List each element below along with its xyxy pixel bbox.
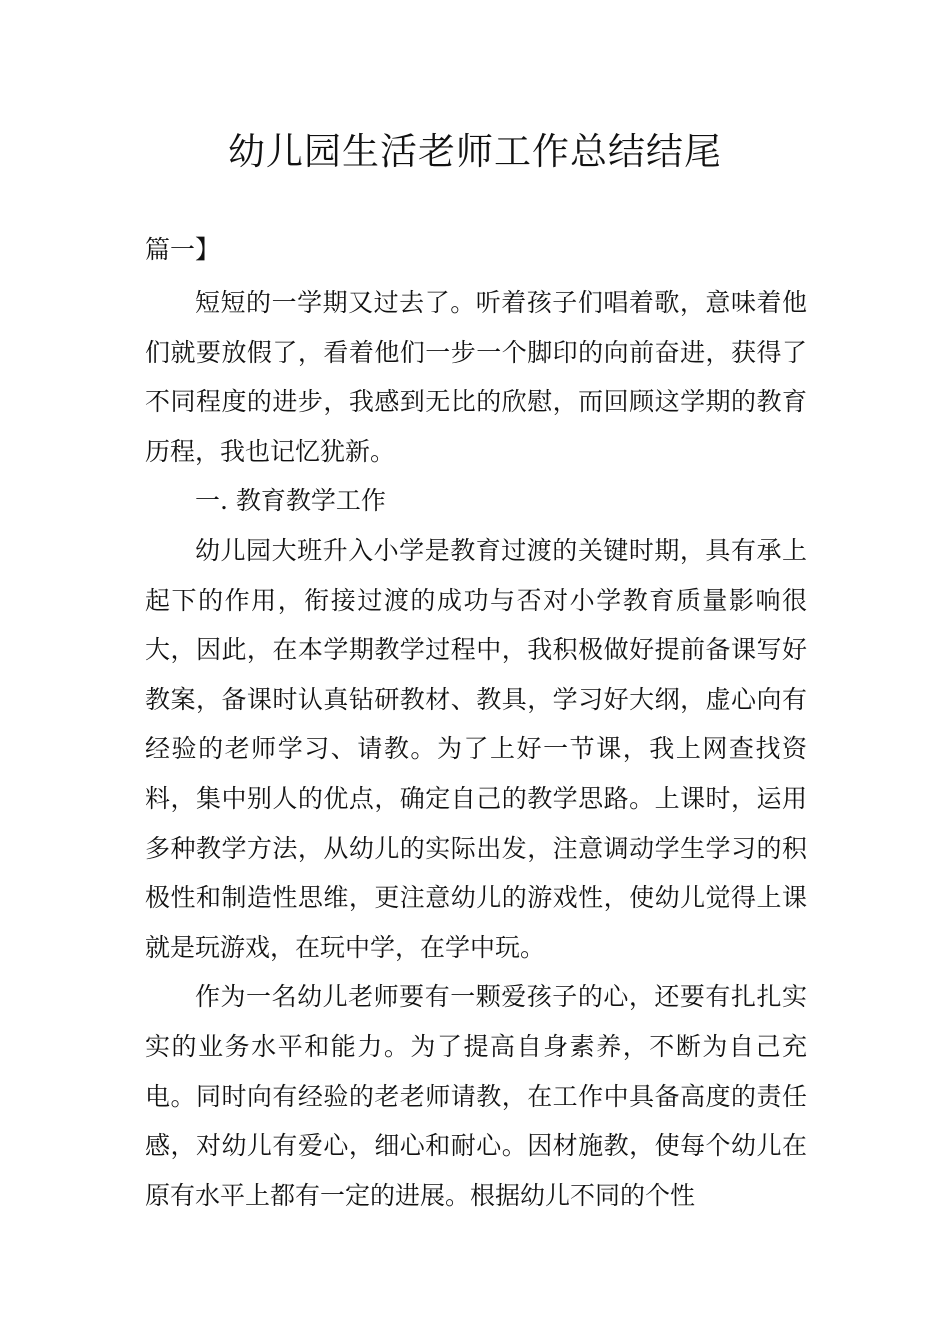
section-heading: 一. 教育教学工作: [195, 486, 386, 516]
document-body: [145, 278, 807, 1220]
paragraph-teaching: 幼儿园大班升入小学是教育过渡的关键时期，具有承上起下的作用，衔接过渡的成功与否对小学教育质量影响很大，因此，在本学期教学过程中，我积极做好提前备课写好教案，备课时认真钻研教材、教具，学习好大纲，虚心向有经验的老师学习、请教。为了上好一节课，我上网查找资料，集中别人的优点，确定自己的教学思路。上课时，运用多种教学方法，从幼儿的实际出发，注意调动学生学习的积极性和制造性思维，更注意幼儿的游戏性，使幼儿觉得上课就是玩游戏，在玩中学，在学中玩。: [145, 535, 807, 962]
document-title: 幼儿园生活老师工作总结结尾: [228, 130, 722, 173]
section-label: 篇一】: [145, 235, 221, 264]
paragraph-teacher-quality: 作为一名幼儿老师要有一颗爱孩子的心，还要有扎扎实实的业务水平和能力。为了提高自身素养，不断为自己充电。同时向有经验的老老师请教，在工作中具备高度的责任感，对幼儿有爱心，细心和耐心。因材施教，使每个幼儿在原有水平上都有一定的进展。根据幼儿不同的个性: [145, 982, 807, 1210]
paragraph-intro: 短短的一学期又过去了。听着孩子们唱着歌，意味着他们就要放假了，看着他们一步一个脚印的向前奋进，获得了不同程度的进步，我感到无比的欣慰，而回顾这学期的教育历程，我也记忆犹新。: [145, 288, 807, 466]
